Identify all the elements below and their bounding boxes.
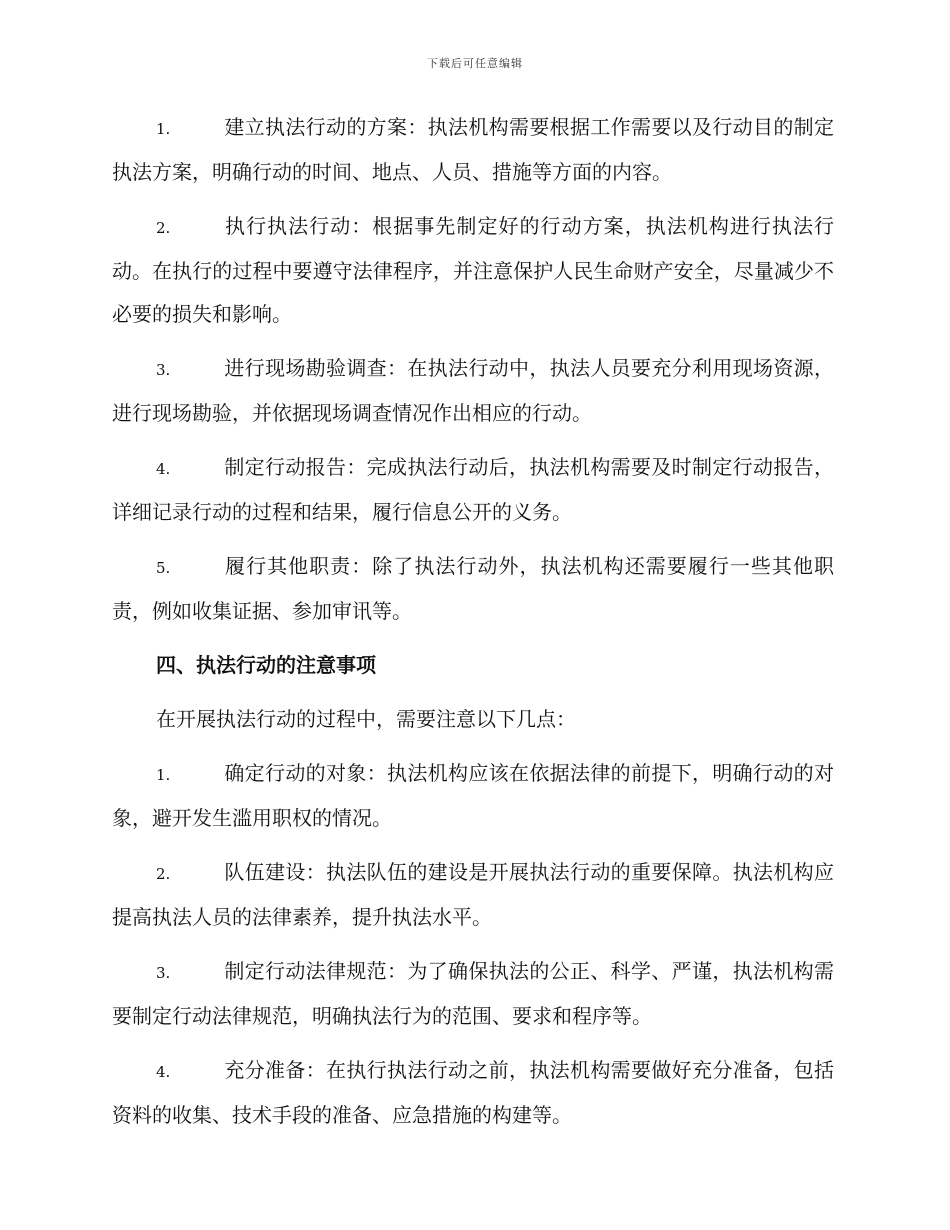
list-number: 3.	[156, 361, 171, 379]
list-item	[112, 752, 834, 840]
list-item	[112, 851, 834, 939]
list-item	[112, 347, 834, 435]
list-text: 制定行动报告：完成执法行动后，执法机构需要及时制定行动报告，详细记录行动的过程和结果，履行信息公开的义务。	[112, 455, 834, 524]
list-number: 2.	[156, 219, 171, 237]
list-text: 执行执法行动：根据事先制定好的行动方案，执法机构进行执法行动。在执行的过程中要遵守法律程序，并注意保护人民生命财产安全，尽量减少不必要的损失和影响。	[112, 214, 834, 326]
section-heading: 四、执法行动的注意事项	[156, 653, 376, 677]
section-intro: 在开展执法行动的过程中，需要注意以下几点：	[156, 707, 576, 731]
list-text: 队伍建设：执法队伍的建设是开展执法行动的重要保障。执法机构应提高执法人员的法律素养，提升执法水平。	[112, 860, 834, 929]
list-item	[112, 106, 834, 194]
list-number: 5.	[156, 559, 171, 577]
list-number: 4.	[156, 460, 171, 478]
list-item	[112, 545, 834, 633]
list-item	[112, 1049, 834, 1137]
list-text: 制定行动法律规范：为了确保执法的公正、科学、严谨，执法机构需要制定行动法律规范，明确执法行为的范围、要求和程序等。	[112, 959, 834, 1028]
list-item	[112, 446, 834, 534]
list-number: 1.	[156, 766, 171, 784]
list-number: 2.	[156, 865, 171, 883]
list-item	[112, 950, 834, 1038]
document-body	[112, 106, 834, 1148]
page-header: 下载后可任意编辑	[427, 57, 523, 70]
list-text: 履行其他职责：除了执法行动外，执法机构还需要履行一些其他职责，例如收集证据、参加审讯等。	[112, 554, 834, 623]
list-item	[112, 205, 834, 336]
list-text: 确定行动的对象：执法机构应该在依据法律的前提下，明确行动的对象，避开发生滥用职权的情况。	[112, 761, 834, 830]
list-text: 充分准备：在执行执法行动之前，执法机构需要做好充分准备，包括资料的收集、技术手段的准备、应急措施的构建等。	[112, 1058, 834, 1127]
list-text: 建立执法行动的方案：执法机构需要根据工作需要以及行动目的制定执法方案，明确行动的时间、地点、人员、措施等方面的内容。	[112, 115, 834, 184]
list-number: 3.	[156, 964, 171, 982]
list-number: 4.	[156, 1063, 171, 1081]
list-number: 1.	[156, 120, 171, 138]
list-text: 进行现场勘验调查：在执法行动中，执法人员要充分利用现场资源，进行现场勘验，并依据现场调查情况作出相应的行动。	[112, 356, 834, 425]
